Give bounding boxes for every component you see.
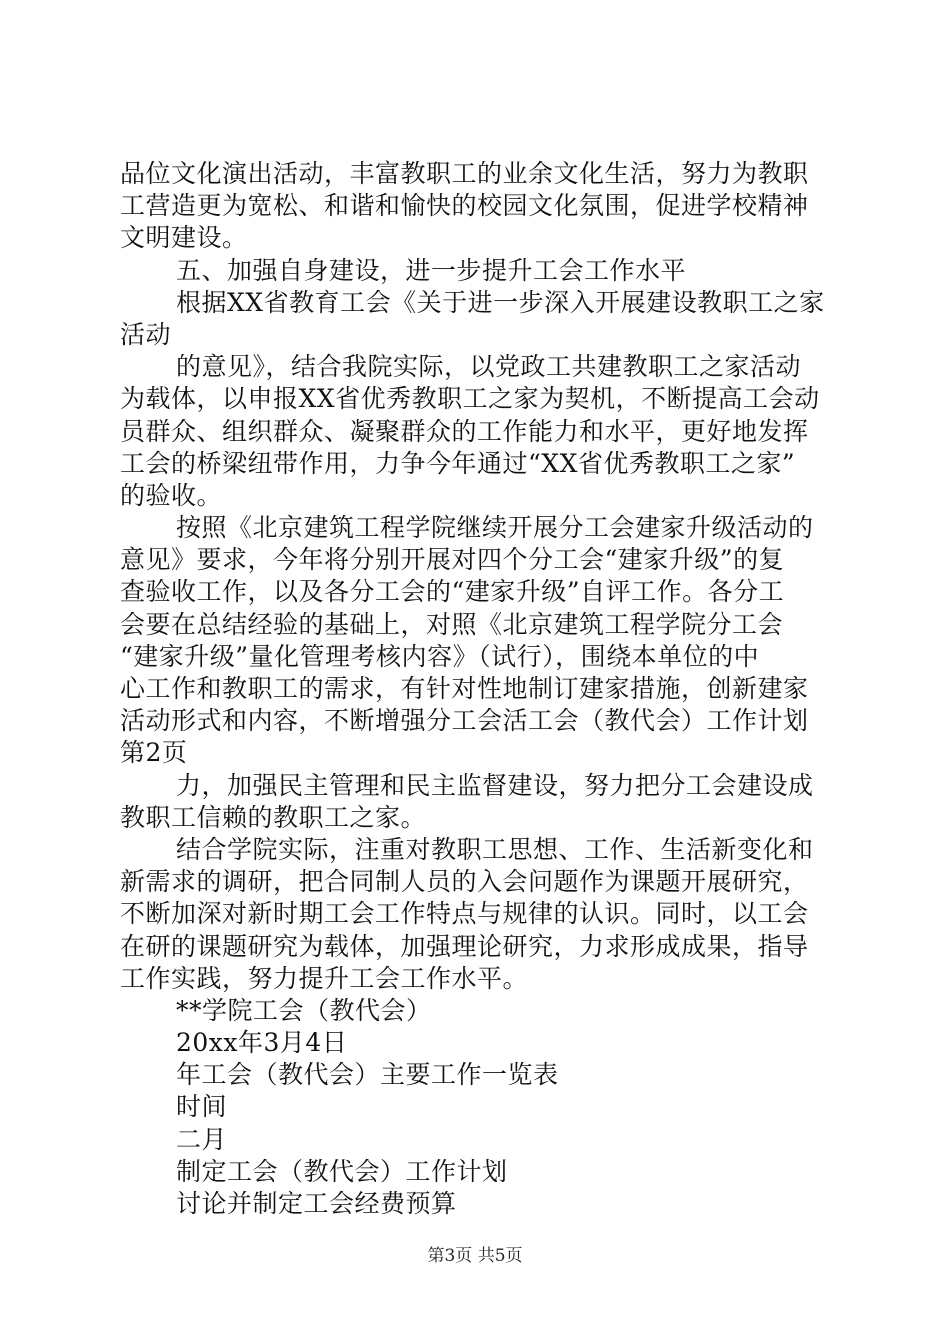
text-line: 在研的课题研究为载体，加强理论研究，力求形成成果，指导: [120, 931, 809, 961]
text-line: 五、加强自身建设，进一步提升工会工作水平: [176, 255, 687, 285]
text-line: 时间: [176, 1092, 228, 1122]
text-line: 的意见》，结合我院实际，以党政工共建教职工之家活动: [176, 352, 802, 382]
text-line: 意见》要求，今年将分别开展对四个分工会“建家升级”的复: [120, 545, 785, 575]
page-footer: 第3页 共5页: [427, 1246, 523, 1266]
document-body: [120, 158, 840, 1220]
text-line: 员群众、组织群众、凝聚群众的工作能力和水平，更好地发挥: [120, 416, 809, 446]
text-line: 心工作和教职工的需求，有针对性地制订建家措施，创新建家: [120, 674, 809, 703]
text-line: 20xx年3月4日: [176, 1028, 348, 1058]
text-line: 第2页: [120, 738, 188, 768]
text-line: “建家升级”量化管理考核内容》（试行），围绕本单位的中: [120, 641, 760, 671]
text-line: 教职工信赖的教职工之家。: [120, 802, 427, 832]
text-line: 力，加强民主管理和民主监督建设，努力把分工会建设成: [176, 770, 814, 800]
text-line: 二月: [176, 1124, 228, 1154]
text-line: 年工会（教代会）主要工作一览表: [176, 1060, 559, 1090]
text-line: 为载体，以申报XX省优秀教职工之家为契机，不断提高工会动: [120, 384, 820, 414]
text-line: 活动形式和内容，不断增强分工会活工会（教代会）工作计划: [120, 706, 809, 736]
text-line: 结合学院实际，注重对教职工思想、工作、生活新变化和: [176, 834, 814, 864]
text-line: 的验收。: [120, 480, 223, 510]
text-line: 工作实践，努力提升工会工作水平。: [120, 963, 529, 993]
text-line: 文明建设。: [120, 223, 248, 253]
text-line: **学院工会（教代会）: [176, 995, 432, 1025]
text-line: 新需求的调研，把合同制人员的入会问题作为课题开展研究，: [120, 867, 809, 897]
text-line: 查验收工作，以及各分工会的“建家升级”自评工作。各分工: [120, 577, 785, 607]
text-line: 工会的桥梁纽带作用，力争今年通过“XX省优秀教职工之家”: [120, 448, 796, 478]
text-line: 按照《北京建筑工程学院继续开展分工会建家升级活动的: [176, 513, 814, 543]
text-line: 工营造更为宽松、和谐和愉快的校园文化氛围，促进学校精神: [120, 191, 809, 221]
text-line: 讨论并制定工会经费预算: [176, 1189, 457, 1218]
text-line: 根据XX省教育工会《关于进一步深入开展建设教职工之家: [176, 287, 825, 317]
text-line: 活动: [120, 319, 172, 349]
text-line: 制定工会（教代会）工作计划: [176, 1156, 508, 1186]
text-line: 品位文化演出活动，丰富教职工的业余文化生活，努力为教职: [120, 159, 809, 188]
text-line: 会要在总结经验的基础上，对照《北京建筑工程学院分工会: [120, 609, 784, 639]
text-line: 不断加深对新时期工会工作特点与规律的认识。同时，以工会: [120, 899, 809, 929]
